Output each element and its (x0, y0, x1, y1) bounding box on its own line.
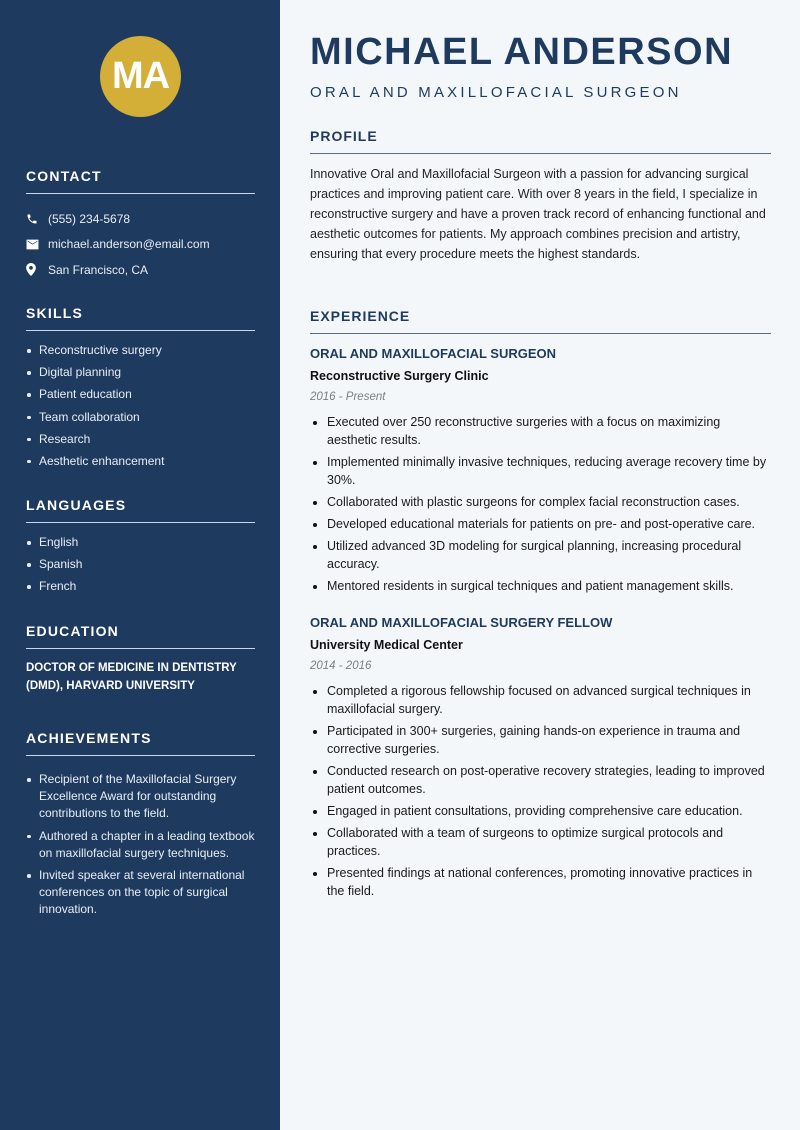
job-company: Reconstructive Surgery Clinic (310, 369, 489, 383)
job-bullet: Implemented minimally invasive techniques, reducing average recovery time by 30%. (310, 453, 771, 489)
language-item: English (26, 534, 255, 551)
achievements-list (26, 771, 255, 918)
skills-heading: SKILLS (26, 305, 255, 331)
candidate-name: MICHAEL ANDERSON (310, 31, 734, 73)
languages-heading: LANGUAGES (26, 497, 255, 523)
skill-item: Team collaboration (26, 409, 255, 426)
location-text: San Francisco, CA (48, 262, 149, 277)
job-bullet: Collaborated with plastic surgeons for complex facial reconstruction cases. (310, 493, 771, 511)
sidebar (0, 0, 280, 1130)
education-section (26, 623, 255, 695)
avatar-initials: MA (111, 55, 170, 97)
avatar (100, 36, 181, 117)
job-bullet: Conducted research on post-operative recovery strategies, leading to improved patient outcomes. (310, 762, 771, 798)
skill-item: Reconstructive surgery (26, 342, 255, 359)
languages-list (26, 534, 255, 595)
job-bullet: Executed over 250 reconstructive surgeries with a focus on maximizing aesthetic results. (310, 413, 771, 449)
job-bullet: Participated in 300+ surgeries, gaining hands-on experience in trauma and corrective surgeries. (310, 722, 771, 758)
phone-text: (555) 234-5678 (48, 211, 131, 226)
contact-email (26, 232, 255, 258)
education-heading: EDUCATION (26, 623, 255, 649)
skill-item: Research (26, 431, 255, 448)
education-degree: DOCTOR OF MEDICINE IN DENTISTRY (DMD), HARVARD UNIVERSITY (26, 662, 237, 692)
job-bullet: Utilized advanced 3D modeling for surgical planning, increasing procedural accuracy. (310, 537, 771, 573)
job-bullet: Mentored residents in surgical techniques and patient management skills. (310, 577, 771, 595)
job-dates: 2016 - Present (310, 391, 386, 403)
job-entry (310, 615, 771, 904)
skill-item: Aesthetic enhancement (26, 453, 255, 470)
achievements-heading: ACHIEVEMENTS (26, 730, 255, 756)
contact-section (26, 168, 255, 283)
job-dates: 2014 - 2016 (310, 660, 372, 672)
job-bullets (310, 682, 771, 900)
contact-phone (26, 206, 255, 232)
achievement-item: Authored a chapter in a leading textbook on maxillofacial surgery techniques. (26, 828, 255, 862)
achievement-item: Recipient of the Maxillofacial Surgery Excellence Award for outstanding contributions to the field. (26, 771, 255, 822)
job-bullet: Presented findings at national conferences, promoting innovative practices in the field. (310, 864, 771, 900)
job-company: University Medical Center (310, 638, 463, 652)
email-icon (26, 239, 48, 250)
experience-section (310, 308, 771, 334)
skill-item: Patient education (26, 386, 255, 403)
job-title: ORAL AND MAXILLOFACIAL SURGEON (310, 346, 557, 361)
job-bullet: Completed a rigorous fellowship focused on advanced surgical techniques in maxillofacial surgery. (310, 682, 771, 718)
email-text: michael.anderson@email.com (48, 237, 210, 252)
skill-item: Digital planning (26, 364, 255, 381)
achievement-item: Invited speaker at several international conferences on the topic of surgical innovation. (26, 867, 255, 918)
profile-section (310, 128, 771, 264)
location-icon (26, 263, 48, 276)
languages-section (26, 497, 255, 601)
job-title: ORAL AND MAXILLOFACIAL SURGERY FELLOW (310, 615, 613, 630)
job-bullets (310, 413, 771, 595)
candidate-title: ORAL AND MAXILLOFACIAL SURGEON (310, 84, 682, 101)
language-item: French (26, 578, 255, 595)
profile-text: Innovative Oral and Maxillofacial Surgeon with a passion for advancing surgical practices and improving patient care. With over 8 years in the field, I specialize in reconstructive surgery and have a proven track record of enhancing functional and aesthetic outcomes for patients. My approach combines precision and artistry, ensuring that every procedure meets the highest standards. (310, 167, 766, 261)
skills-list (26, 342, 255, 470)
job-bullet: Developed educational materials for patients on pre- and post-operative care. (310, 515, 771, 533)
contact-heading: CONTACT (26, 168, 255, 194)
achievements-section (26, 730, 255, 924)
language-item: Spanish (26, 556, 255, 573)
contact-list (26, 206, 255, 283)
job-bullet: Collaborated with a team of surgeons to optimize surgical protocols and practices. (310, 824, 771, 860)
experience-heading: EXPERIENCE (310, 308, 771, 334)
skills-section (26, 305, 255, 475)
contact-location (26, 257, 255, 283)
phone-icon (26, 213, 48, 225)
profile-heading: PROFILE (310, 128, 771, 154)
job-bullet: Engaged in patient consultations, providing comprehensive care education. (310, 802, 771, 820)
job-entry (310, 346, 771, 599)
